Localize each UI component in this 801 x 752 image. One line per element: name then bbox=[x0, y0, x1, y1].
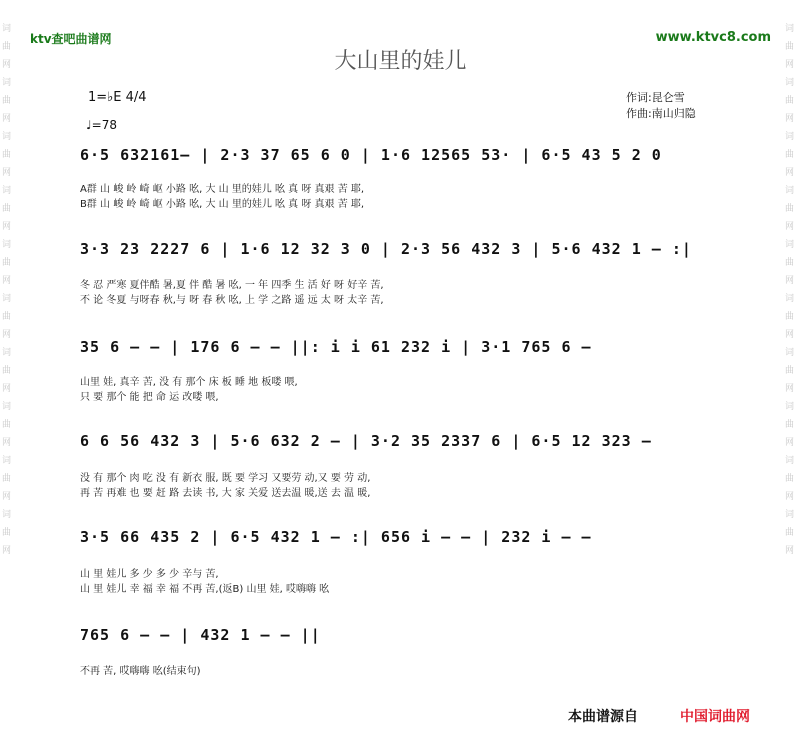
notation-line-4: 6 6 56 432 3 | 5·6 632 2 – | 3·2 35 2337 6 | 6·5 12 323 – bbox=[80, 432, 652, 450]
site-link-right[interactable]: www.ktvc8.com bbox=[655, 30, 771, 45]
composer-credit: 作曲:南山归隐 bbox=[626, 107, 696, 120]
lyric-line-4b: 再 苦 再难 也 要 赶 路 去读 书, 大 家 关爱 送去温 暖,送 去 温 暖, bbox=[80, 488, 371, 499]
song-title: 大山里的娃儿 bbox=[334, 49, 467, 74]
lyric-line-6a: 不再 苦, 哎嗨嗨 吆(结束句) bbox=[80, 666, 201, 677]
key-signature: 1=♭E 4/4 bbox=[88, 90, 147, 105]
lyric-line-5a: 山 里 娃儿 多 少 多 少 辛与 苦, bbox=[80, 569, 219, 580]
source-site-link[interactable]: 中国词曲网 bbox=[680, 709, 750, 725]
notation-line-1: 6·5 632161– | 2·3 37 65 6 0 | 1·6 12565 53· | 6·5 43 5 2 0 bbox=[80, 146, 662, 164]
lyric-line-3a: 山里 娃, 真辛 苦, 没 有 那个 床 板 睡 地 板喽 喂, bbox=[80, 377, 298, 388]
source-label: 本曲谱源自 bbox=[568, 709, 638, 725]
notation-line-5: 3·5 66 435 2 | 6·5 432 1 – :| 656 i – – | 232 i – – bbox=[80, 528, 592, 546]
lyric-line-1b: B群 山 峻 岭 崎 岖 小路 吆, 大 山 里的娃儿 吆 真 呀 真艰 苦 耶, bbox=[80, 199, 365, 210]
lyric-line-4a: 没 有 那个 肉 吃 没 有 新衣 服, 既 要 学习 又要劳 动,又 要 劳 动, bbox=[80, 473, 371, 484]
lyric-line-5b: 山 里 娃儿 幸 福 幸 福 不再 苦,(返B) 山里 娃, 哎嗨嗨 吆 bbox=[80, 584, 330, 595]
lyric-line-2a: 冬 忍 严寒 夏伴酷 暑,夏 伴 酷 暑 吆, 一 年 四季 生 活 好 呀 好辛 苦, bbox=[80, 280, 384, 291]
notation-line-2: 3·3 23 2227 6 | 1·6 12 32 3 0 | 2·3 56 432 3 | 5·6 432 1 – :| bbox=[80, 240, 692, 258]
site-link-left[interactable]: ktv查吧曲谱网 bbox=[30, 32, 112, 46]
credits bbox=[626, 90, 696, 122]
lyricist-credit: 作词:昆仑雪 bbox=[626, 91, 685, 104]
notation-line-3: 35 6 – – | 176 6 – – ||: i i 61 232 i | 3·1 765 6 – bbox=[80, 338, 592, 356]
notation-line-6: 765 6 – – | 432 1 – – || bbox=[80, 626, 321, 644]
lyric-line-1a: A群 山 峻 岭 崎 岖 小路 吆, 大 山 里的娃儿 吆 真 呀 真艰 苦 耶, bbox=[80, 184, 365, 195]
lyric-line-3b: 只 要 那个 能 把 命 运 改喽 喂, bbox=[80, 392, 219, 403]
watermark-right: 词曲网词曲网词曲网词曲网词曲网词曲网词曲网词曲网词曲网词曲网 bbox=[785, 24, 795, 556]
tempo-marking: ♩=78 bbox=[86, 118, 117, 132]
lyric-line-2b: 不 论 冬夏 与呀春 秋,与 呀 春 秋 吆, 上 学 之路 遥 远 太 呀 太辛 苦, bbox=[80, 295, 384, 306]
watermark-left: 词曲网词曲网词曲网词曲网词曲网词曲网词曲网词曲网词曲网词曲网 bbox=[2, 24, 12, 556]
